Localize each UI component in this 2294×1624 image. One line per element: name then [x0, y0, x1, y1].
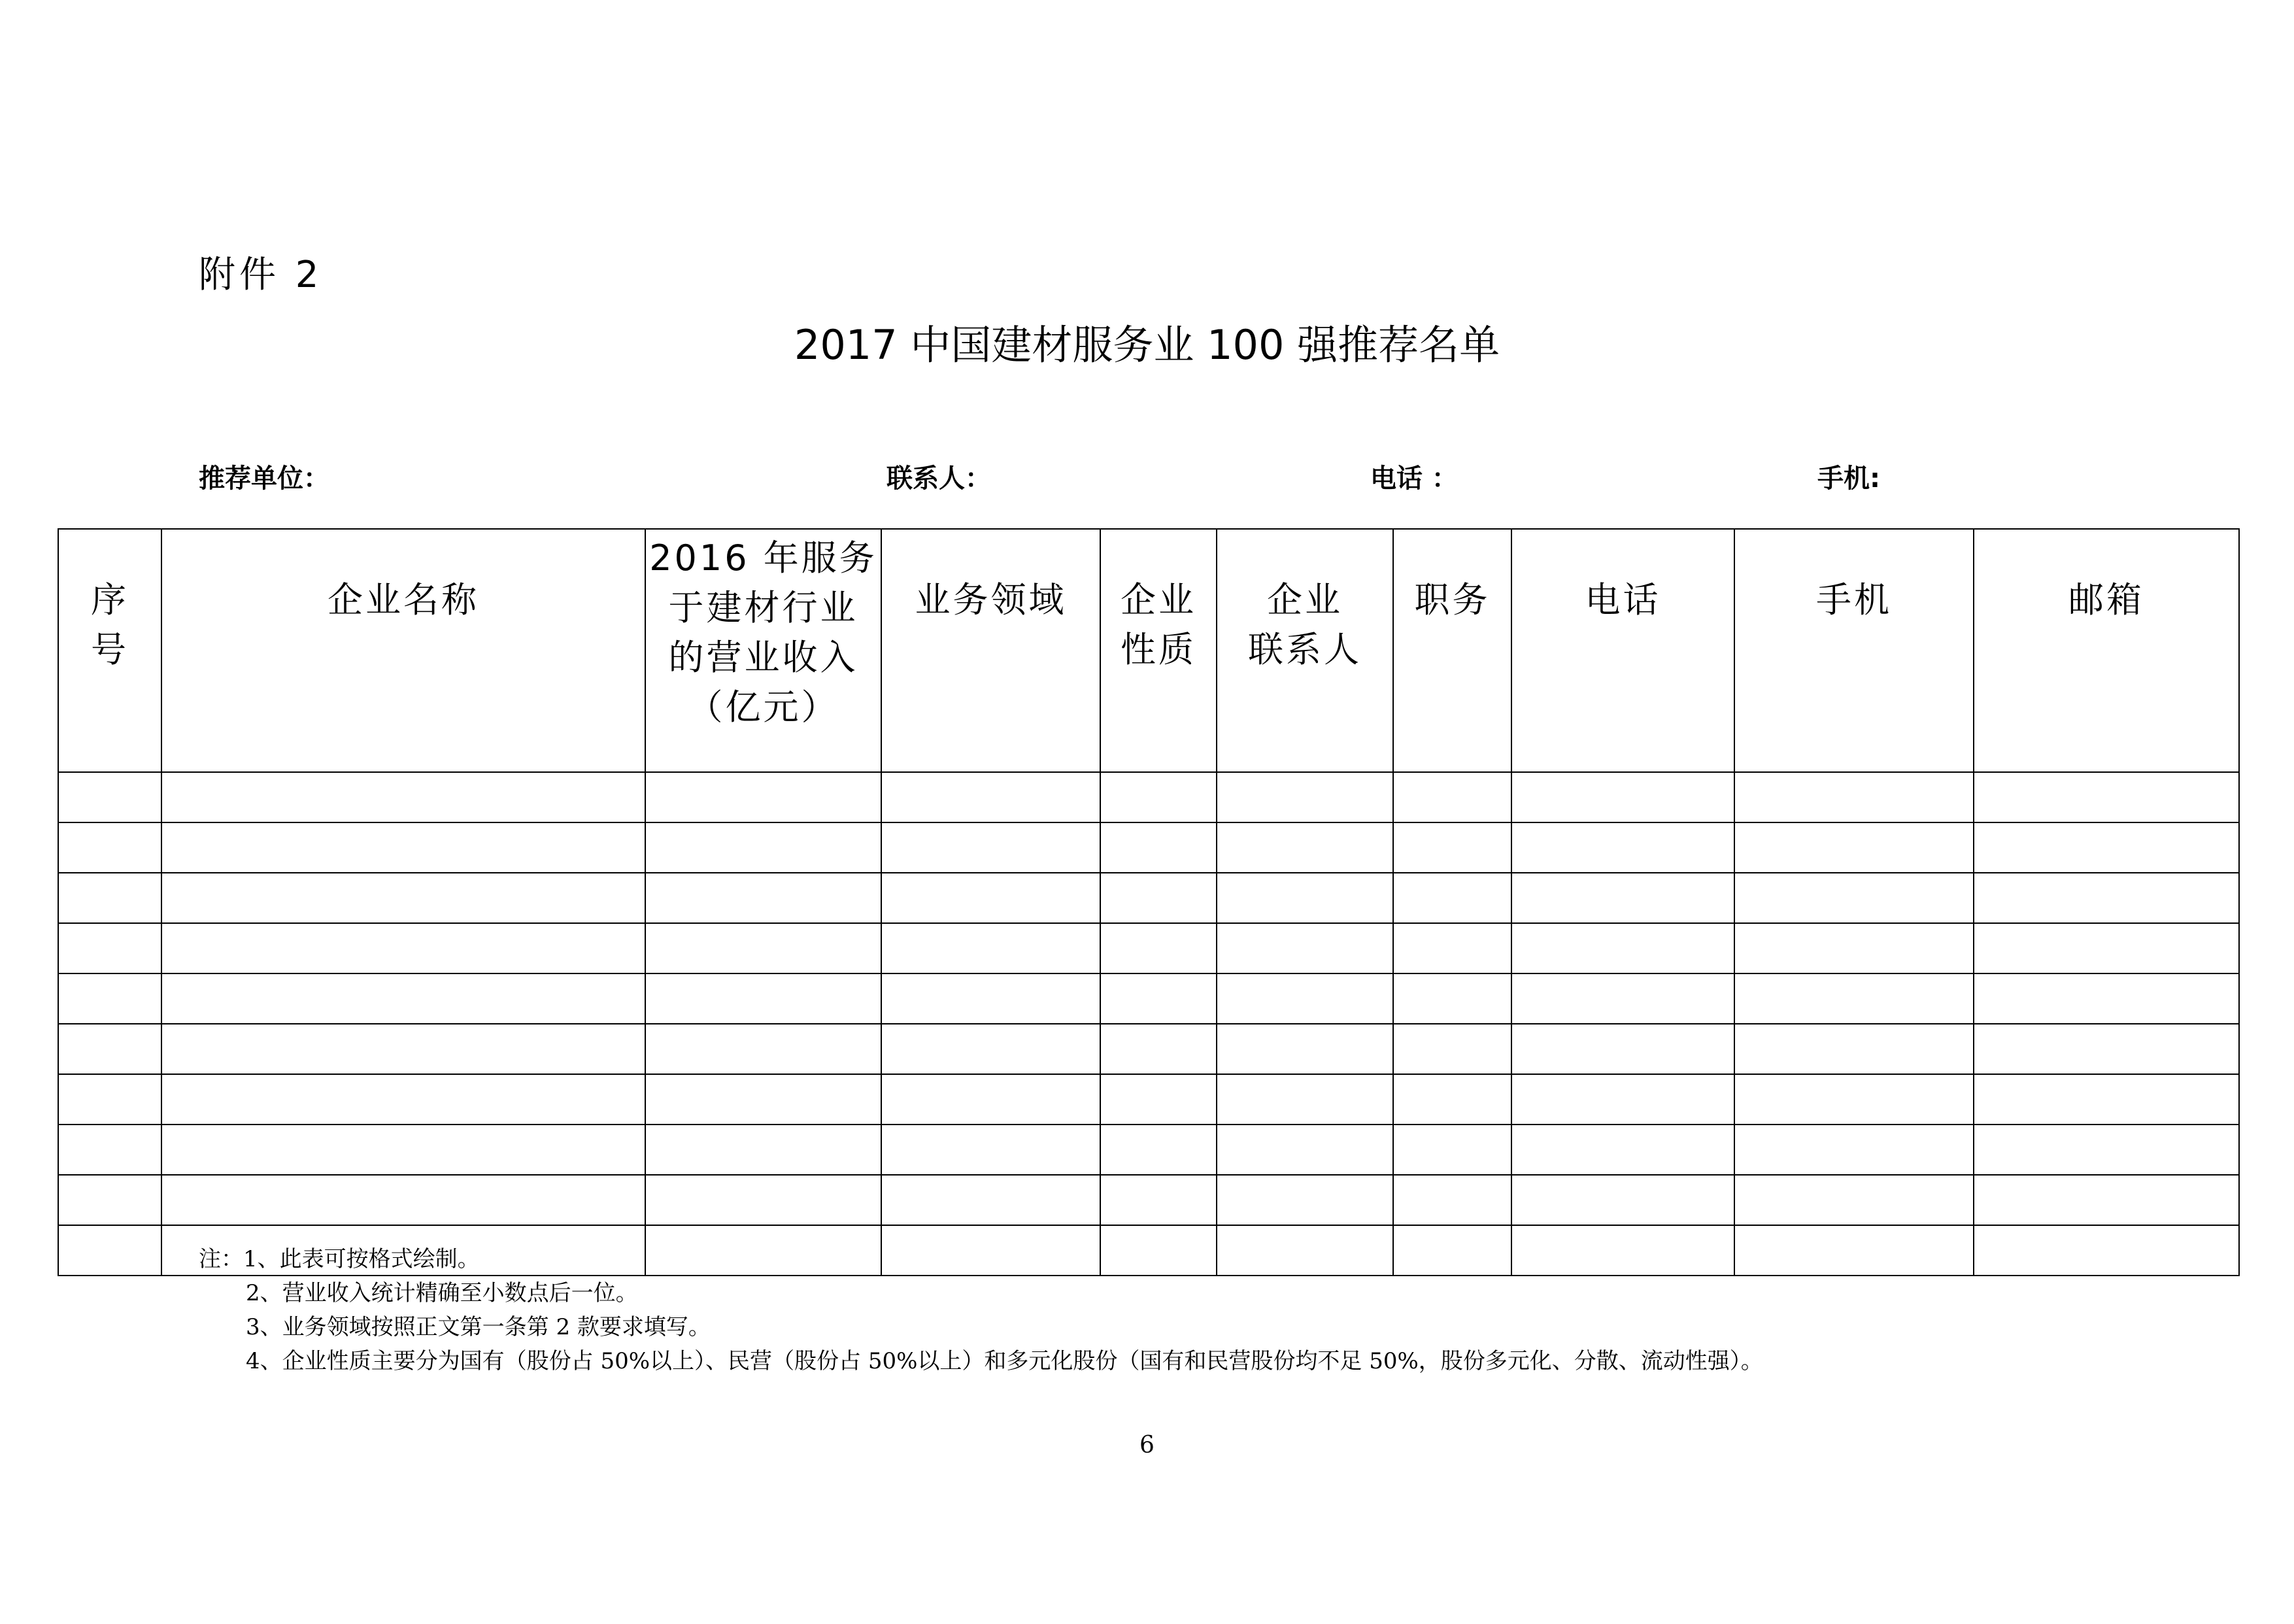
table-cell[interactable] [161, 1175, 645, 1225]
table-cell[interactable] [1393, 1125, 1511, 1175]
table-cell[interactable] [1734, 1074, 1974, 1125]
table-cell[interactable] [1217, 1024, 1393, 1074]
table-cell[interactable] [1393, 873, 1511, 923]
table-cell[interactable] [1974, 1175, 2239, 1225]
table-cell[interactable] [161, 923, 645, 973]
table-cell[interactable] [645, 873, 881, 923]
header-serial-number: 序 号 [58, 529, 161, 772]
note-3: 3、业务领域按照正文第一条第 2 款要求填写。 [246, 1314, 711, 1340]
table-cell[interactable] [1734, 772, 1974, 822]
table-cell[interactable] [58, 923, 161, 973]
table-cell[interactable] [1217, 1125, 1393, 1175]
attachment-label: 附件 2 [199, 254, 323, 296]
table-row [58, 1175, 2239, 1225]
table-cell[interactable] [1974, 1024, 2239, 1074]
table-cell[interactable] [1511, 822, 1734, 873]
table-cell[interactable] [1217, 923, 1393, 973]
header-email: 邮箱 [1974, 529, 2239, 772]
recommending-unit-label: 推荐单位： [199, 464, 329, 494]
table-cell[interactable] [1393, 822, 1511, 873]
table-cell[interactable] [58, 1175, 161, 1225]
table-cell[interactable] [881, 822, 1100, 873]
table-cell[interactable] [1100, 1175, 1217, 1225]
table-cell[interactable] [1393, 973, 1511, 1024]
table-cell[interactable] [645, 1125, 881, 1175]
table-cell[interactable] [1974, 923, 2239, 973]
table-row [58, 822, 2239, 873]
header-company-contact: 企业 联系人 [1217, 529, 1393, 772]
header-revenue-2016: 2016 年服务 于建材行业 的营业收入 （亿元） [645, 529, 881, 772]
table-cell[interactable] [645, 1074, 881, 1125]
table-cell[interactable] [161, 1074, 645, 1125]
table-cell[interactable] [1974, 772, 2239, 822]
table-cell[interactable] [1734, 973, 1974, 1024]
note-4: 4、企业性质主要分为国有（股份占 50%以上）、民营（股份占 50%以上）和多元化股份（国有和民营股份均不足 50%，股份多元化、分散、流动性强）。 [246, 1348, 1763, 1374]
header-company-name: 企业名称 [161, 529, 645, 772]
table-cell[interactable] [58, 1074, 161, 1125]
table-cell[interactable] [1217, 822, 1393, 873]
header-business-field: 业务领域 [881, 529, 1100, 772]
table-body [58, 772, 2239, 1276]
table-cell[interactable] [1974, 873, 2239, 923]
mobile-label: 手机: [1817, 464, 1880, 494]
header-phone: 电话 [1511, 529, 1734, 772]
table-cell[interactable] [1393, 772, 1511, 822]
table-cell[interactable] [58, 873, 161, 923]
table-cell[interactable] [881, 973, 1100, 1024]
table-cell[interactable] [161, 1024, 645, 1074]
table-cell[interactable] [881, 873, 1100, 923]
table-cell[interactable] [1217, 973, 1393, 1024]
table-cell[interactable] [1974, 822, 2239, 873]
header-company-nature: 企业 性质 [1100, 529, 1217, 772]
table-row [58, 873, 2239, 923]
table-cell[interactable] [645, 923, 881, 973]
table-cell[interactable] [1393, 1175, 1511, 1225]
table-cell[interactable] [1393, 1024, 1511, 1074]
recommendation-table [58, 528, 2240, 1276]
table-cell[interactable] [1974, 1125, 2239, 1175]
table-cell[interactable] [1100, 1074, 1217, 1125]
document-title: 2017 中国建材服务业 100 强推荐名单 [794, 321, 1500, 369]
table-cell[interactable] [58, 772, 161, 822]
table-cell[interactable] [645, 1024, 881, 1074]
table-cell[interactable] [1511, 1074, 1734, 1125]
table-row [58, 1074, 2239, 1125]
table-cell[interactable] [1974, 973, 2239, 1024]
table-cell[interactable] [1100, 772, 1217, 822]
table-cell[interactable] [161, 873, 645, 923]
note-1: 注：1、此表可按格式绘制。 [199, 1246, 480, 1272]
table-cell[interactable] [58, 1125, 161, 1175]
table-header-row [58, 529, 2239, 772]
table-cell[interactable] [58, 1024, 161, 1074]
table-cell[interactable] [881, 1175, 1100, 1225]
table-cell[interactable] [1393, 923, 1511, 973]
table-cell[interactable] [1734, 1175, 1974, 1225]
table-cell[interactable] [1974, 1225, 2239, 1276]
table-cell[interactable] [1511, 1024, 1734, 1074]
table-row [58, 1125, 2239, 1175]
table-row [58, 772, 2239, 822]
table-cell[interactable] [1734, 1125, 1974, 1175]
table-cell[interactable] [1734, 1024, 1974, 1074]
table-cell[interactable] [1100, 973, 1217, 1024]
table-cell[interactable] [1974, 1074, 2239, 1125]
header-mobile: 手机 [1734, 529, 1974, 772]
table-cell[interactable] [161, 822, 645, 873]
table-cell[interactable] [1100, 1125, 1217, 1175]
table-cell[interactable] [1734, 923, 1974, 973]
table-cell[interactable] [881, 923, 1100, 973]
header-position: 职务 [1393, 529, 1511, 772]
table-cell[interactable] [1100, 923, 1217, 973]
note-2: 2、营业收入统计精确至小数点后一位。 [246, 1280, 638, 1306]
table-cell[interactable] [645, 1175, 881, 1225]
table-cell[interactable] [58, 1225, 161, 1276]
notes-section [199, 1242, 1763, 1378]
table-cell[interactable] [1511, 973, 1734, 1024]
table-cell[interactable] [881, 1125, 1100, 1175]
table-cell[interactable] [1217, 1175, 1393, 1225]
table-cell[interactable] [1734, 1225, 1974, 1276]
table-cell[interactable] [1511, 772, 1734, 822]
page-number: 6 [1139, 1432, 1155, 1459]
table-cell[interactable] [161, 973, 645, 1024]
table-cell[interactable] [58, 822, 161, 873]
table-cell[interactable] [1100, 873, 1217, 923]
table-cell[interactable] [881, 772, 1100, 822]
table-cell[interactable] [1734, 873, 1974, 923]
table-cell[interactable] [1734, 822, 1974, 873]
table-cell[interactable] [1100, 822, 1217, 873]
table-cell[interactable] [161, 1125, 645, 1175]
table-row [58, 1024, 2239, 1074]
table-cell[interactable] [1393, 1074, 1511, 1125]
table-cell[interactable] [1100, 1024, 1217, 1074]
table-cell[interactable] [1217, 873, 1393, 923]
table-row [58, 973, 2239, 1024]
table-cell[interactable] [645, 973, 881, 1024]
table-cell[interactable] [1511, 923, 1734, 973]
table-cell[interactable] [1511, 873, 1734, 923]
table-cell[interactable] [645, 822, 881, 873]
table-cell[interactable] [58, 973, 161, 1024]
table-cell[interactable] [1217, 1074, 1393, 1125]
contact-person-label: 联系人： [886, 464, 991, 494]
table-cell[interactable] [161, 772, 645, 822]
table-cell[interactable] [881, 1024, 1100, 1074]
phone-label: 电话 ： [1370, 464, 1458, 494]
table-cell[interactable] [1217, 772, 1393, 822]
table-cell[interactable] [1511, 1175, 1734, 1225]
table-cell[interactable] [881, 1074, 1100, 1125]
table-cell[interactable] [645, 772, 881, 822]
table-cell[interactable] [1511, 1125, 1734, 1175]
table-row [58, 923, 2239, 973]
